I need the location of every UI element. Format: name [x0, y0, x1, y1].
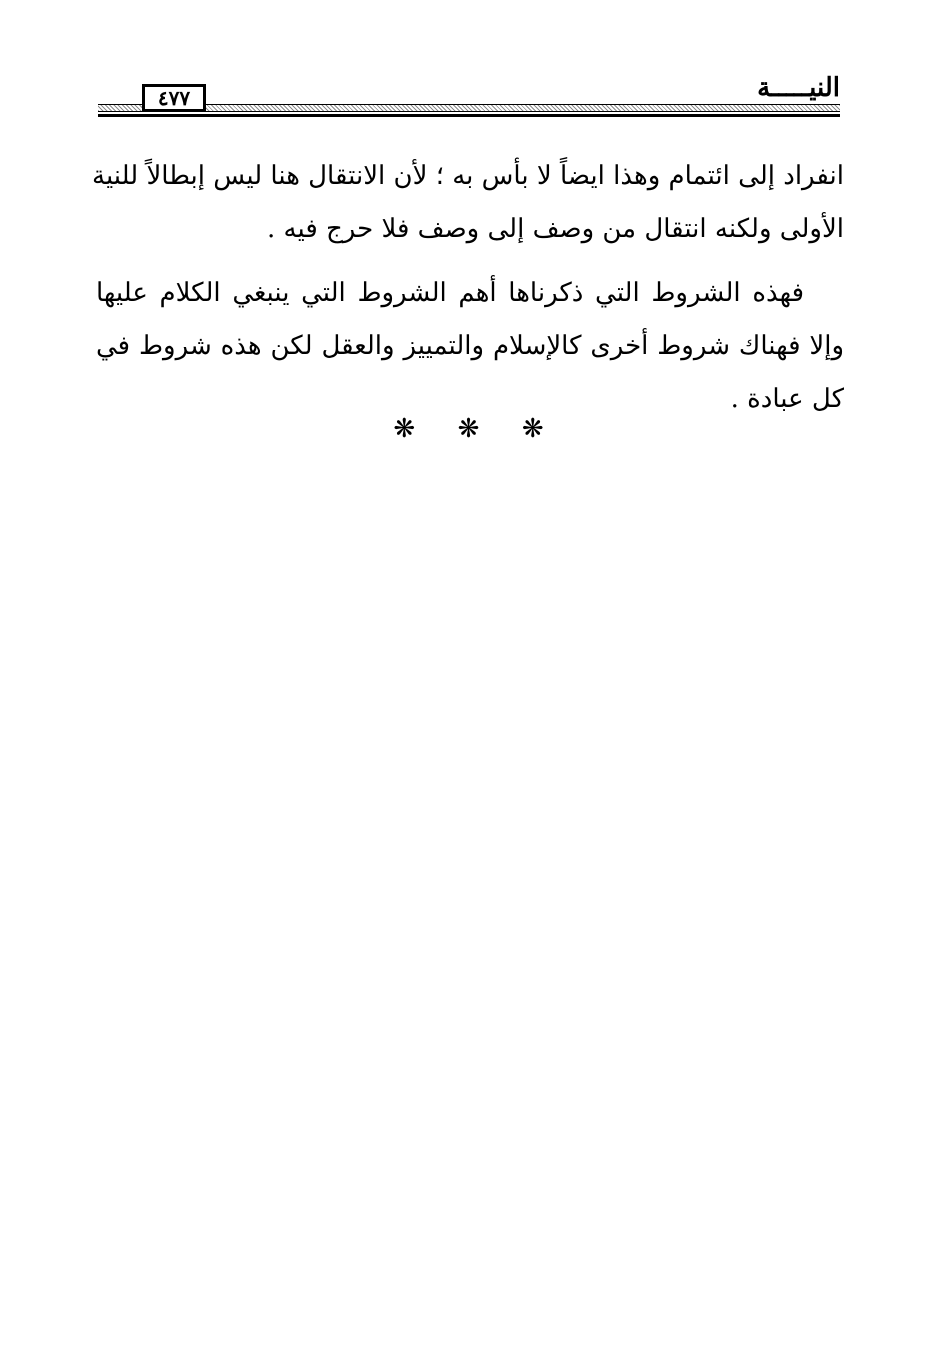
running-header [98, 74, 840, 124]
text-line: فهذه الشروط التي ذكرناها أهم الشروط التي ينبغي الكلام عليها [96, 278, 805, 308]
section-separator [0, 414, 937, 444]
text-line: كل عبادة . [730, 384, 844, 414]
header-rule-band [98, 104, 840, 112]
chapter-title: النيـــــة [757, 73, 840, 103]
text-line: الأولى ولكنه انتقال من وصف إلى وصف فلا حرج فيه . [267, 214, 844, 244]
body-text [92, 150, 844, 426]
page-number-box [142, 84, 206, 112]
asterism-icon: ❋ [457, 414, 480, 444]
asterism-icon: ❋ [393, 414, 416, 444]
paragraph [96, 267, 844, 426]
paragraph [92, 150, 844, 256]
text-line: انفراد إلى ائتمام وهذا ايضاً لا بأس به ؛ لأن الانتقال هنا ليس إبطالاً للنية [92, 161, 844, 191]
page-number: ٤٧٧ [157, 86, 191, 110]
asterism-icon: ❋ [521, 414, 544, 444]
text-line: وإلا فهناك شروط أخرى كالإسلام والتمييز والعقل لكن هذه شروط في [96, 331, 844, 361]
header-rule-line [98, 114, 840, 117]
